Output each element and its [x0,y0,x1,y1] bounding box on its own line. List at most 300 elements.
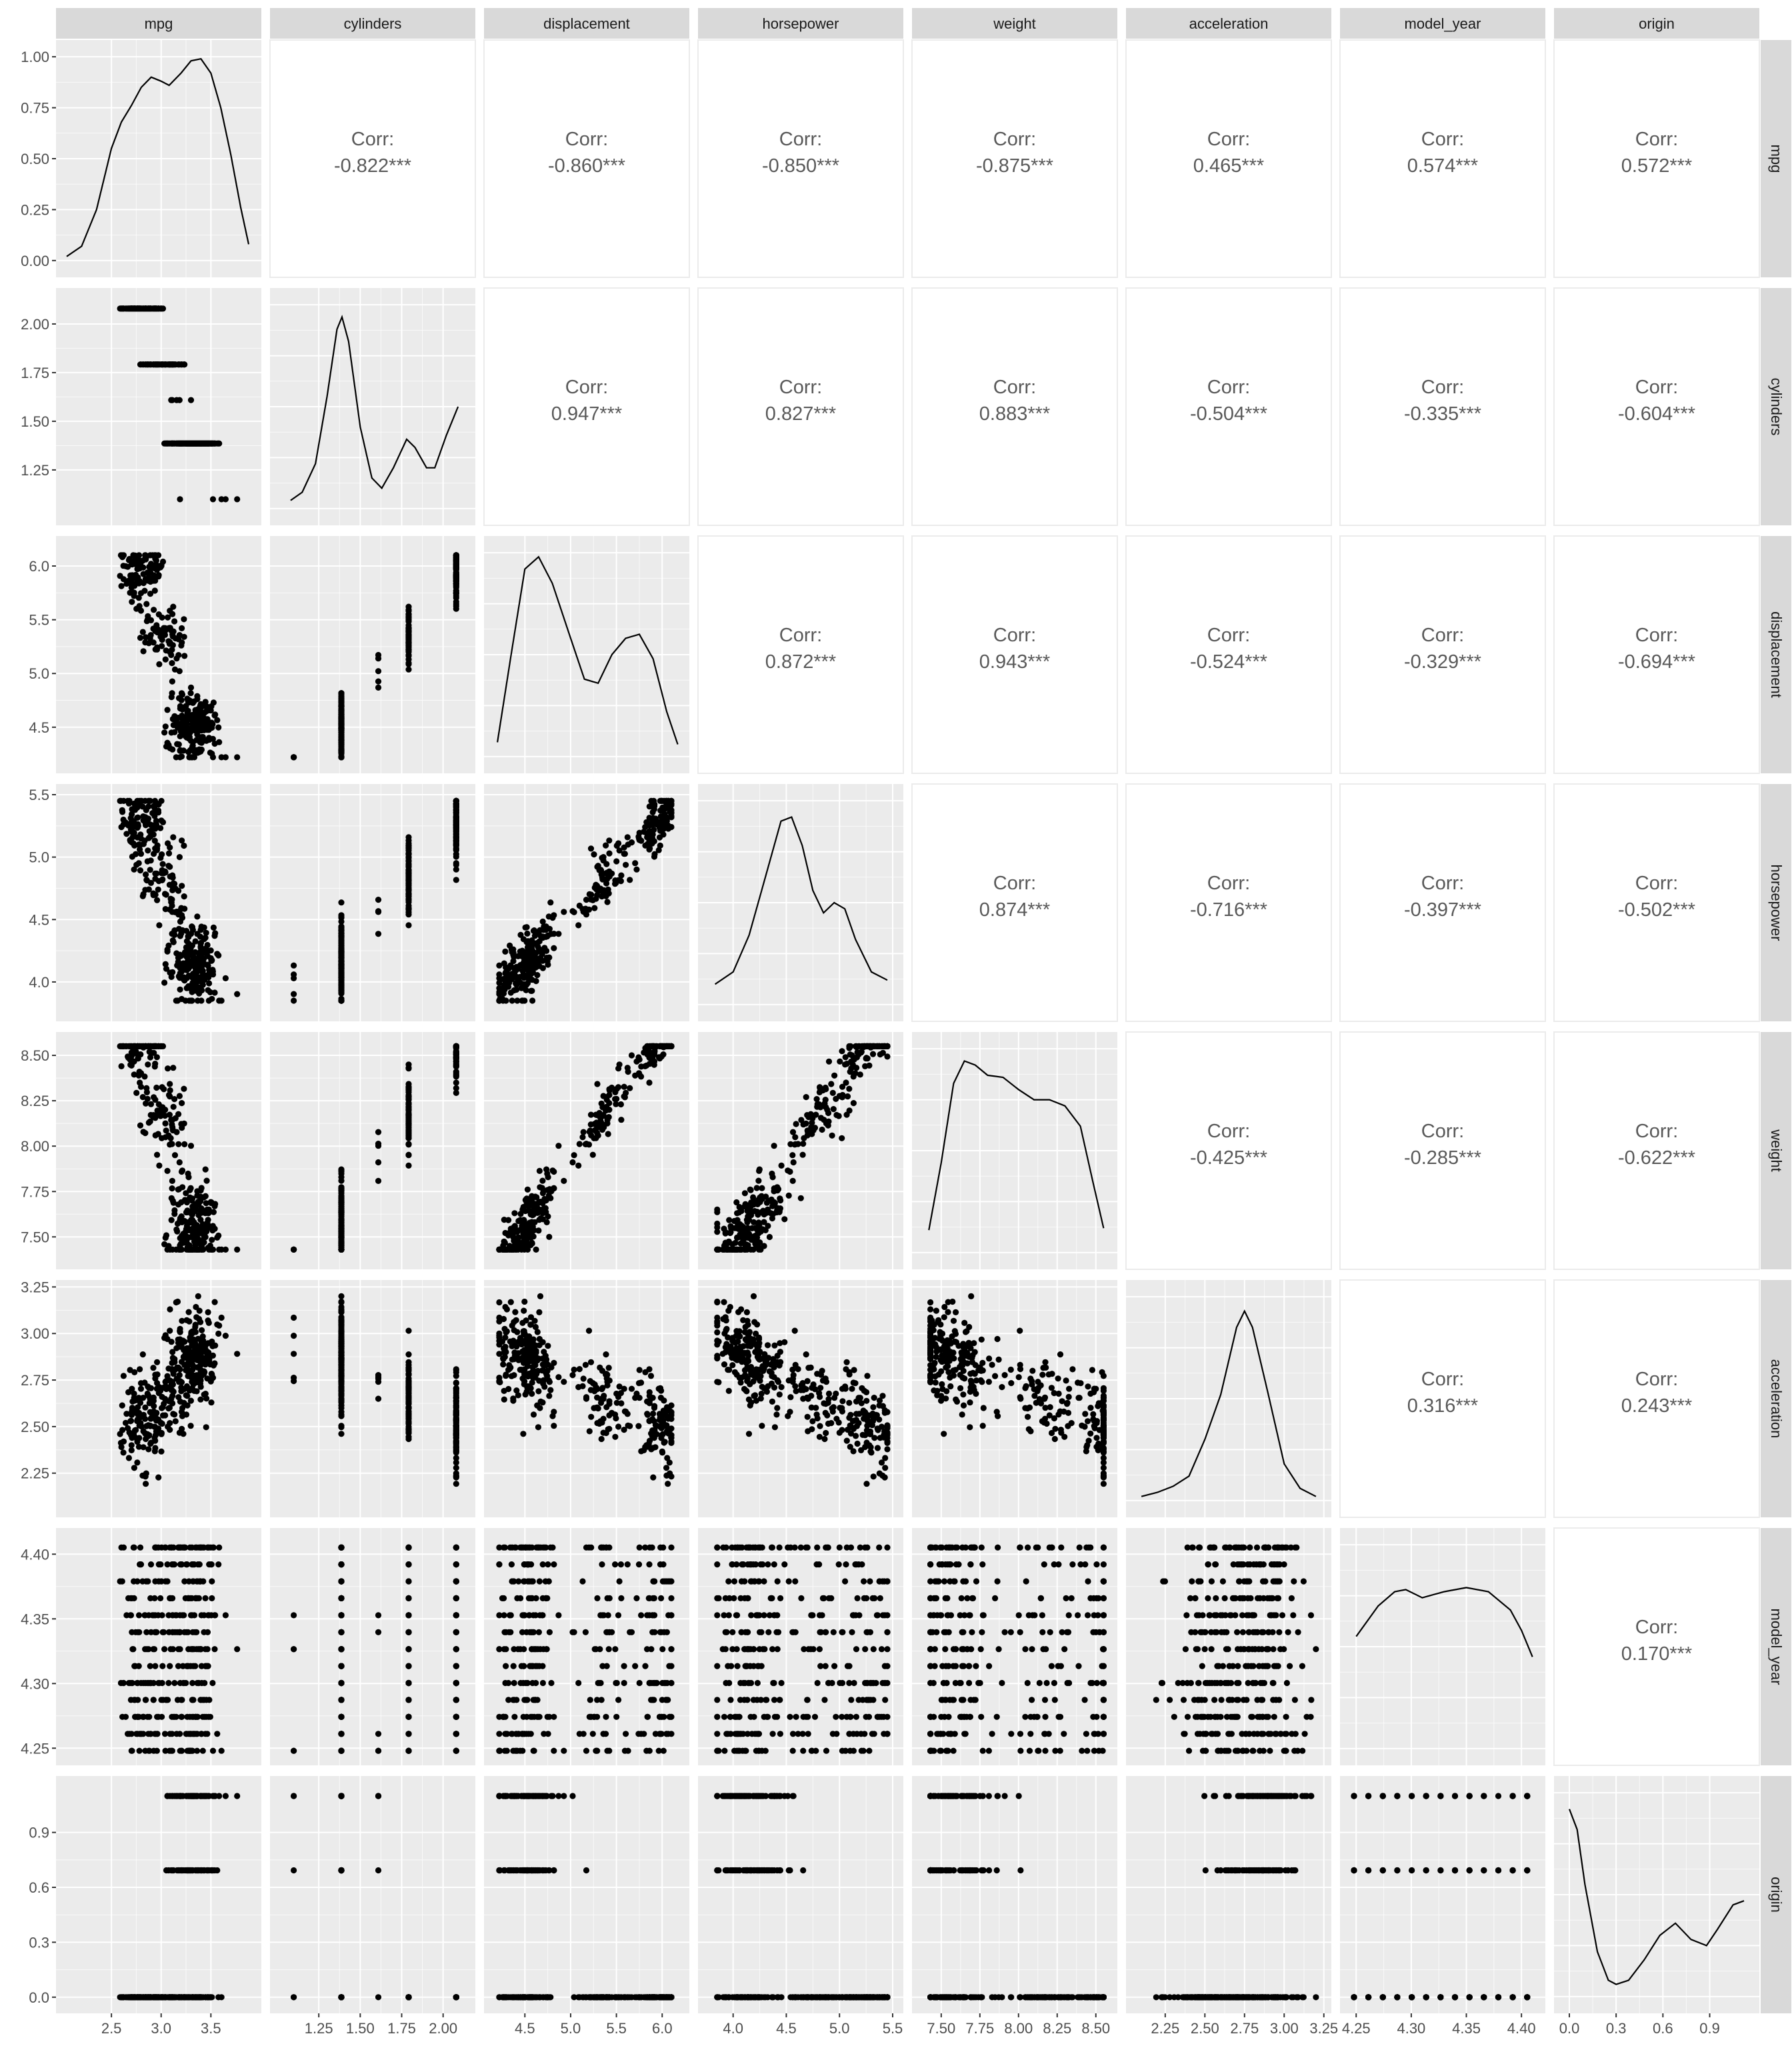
data-point [156,1163,162,1169]
data-point [216,997,222,1003]
data-point [291,1351,297,1357]
data-point [179,1167,185,1173]
data-point [145,571,151,577]
data-point [821,1101,827,1107]
panel-displacement-vs-mpg [56,536,261,773]
data-point [148,1101,154,1107]
data-point [606,851,612,857]
data-point [531,927,537,933]
data-point [453,1475,459,1481]
data-point [736,1209,742,1215]
data-point [155,1475,161,1481]
data-point [528,967,534,973]
data-point [650,809,656,815]
data-point [545,933,551,939]
corr-label: Corr: [779,377,823,398]
data-point [500,1361,506,1367]
data-point [143,601,149,607]
data-point [405,863,411,869]
corr-label: Corr: [565,377,609,398]
data-point [502,1230,508,1236]
data-point [119,824,125,830]
data-point [632,860,638,866]
data-point [147,578,153,584]
data-point [668,813,674,819]
data-point [143,557,149,563]
data-point [206,1247,212,1253]
data-point [214,1321,220,1327]
data-point [212,741,218,747]
data-point [338,1355,344,1361]
data-point [137,831,143,837]
data-point [141,1073,147,1079]
data-point [603,843,609,849]
data-point [777,1197,783,1203]
data-point [405,1065,411,1071]
data-point [165,638,171,644]
data-point [223,975,229,981]
panel-acceleration-vs-displacement [484,1280,689,1517]
data-point [185,1174,191,1180]
data-point [189,754,195,760]
data-point [166,851,172,857]
data-point [595,1133,601,1139]
data-point [142,1431,148,1437]
data-point [145,847,151,853]
data-point [165,1168,171,1174]
data-point [618,1117,624,1123]
data-point [147,591,153,597]
data-point [714,1221,720,1227]
data-point [184,985,190,991]
panel-mpg-vs-displacement [484,40,689,277]
data-point [168,1141,174,1147]
data-point [588,1121,594,1127]
data-point [169,1387,175,1393]
data-point [605,887,611,893]
data-point [167,1328,173,1334]
data-point [338,1340,344,1346]
data-point [569,1372,575,1378]
data-point [129,1407,135,1413]
data-point [649,1043,655,1049]
data-point [190,953,196,959]
data-point [212,441,218,447]
data-point [179,927,185,933]
data-point [162,1412,168,1418]
panel-displacement-vs-origin [1554,536,1759,773]
data-point [601,857,607,863]
panel-displacement-vs-weight [912,536,1117,773]
corr-label: Corr: [1207,625,1251,646]
data-point [177,733,183,739]
data-point [515,1235,521,1241]
data-point [165,615,171,621]
data-point [405,1086,411,1092]
data-point [405,616,411,622]
data-point [569,1159,575,1165]
data-point [453,1061,459,1067]
data-point [169,1217,175,1223]
corr-value: -0.694*** [1617,651,1696,673]
data-point [179,713,185,719]
data-point [147,1049,153,1055]
data-point [214,717,220,723]
corr-label: Corr: [1421,129,1465,150]
data-point [843,1079,849,1085]
data-point [200,1221,206,1227]
data-point [291,1315,297,1321]
data-point [175,1394,181,1400]
data-point [555,1143,561,1149]
data-point [792,1134,798,1140]
data-point [375,931,381,937]
data-point [197,1229,203,1235]
data-point [338,1413,344,1419]
data-point [195,1212,201,1218]
data-point [338,1174,344,1180]
data-point [175,1111,181,1117]
data-point [647,1061,653,1067]
data-point [209,751,215,757]
data-point [521,997,527,1003]
data-point [453,1043,459,1049]
data-point [561,909,567,915]
corr-label: Corr: [351,129,395,150]
data-point [197,943,203,949]
data-point [156,878,162,884]
data-point [129,1447,135,1453]
data-point [199,923,205,929]
data-point [405,1372,411,1378]
data-point [137,603,143,609]
data-point [771,1143,777,1149]
data-point [621,1093,627,1099]
data-point [847,1107,853,1113]
data-point [194,913,200,919]
data-point [833,1096,839,1102]
data-point [771,1199,777,1205]
data-point [156,1101,162,1107]
data-point [194,1222,200,1228]
data-point [826,1059,832,1065]
data-point [798,1117,804,1123]
data-point [188,685,194,691]
data-point [163,869,169,875]
data-point [528,1229,534,1235]
data-point [141,648,147,654]
data-point [161,729,167,735]
data-point [119,1063,125,1069]
data-point [453,578,459,584]
data-point [143,361,149,367]
data-point [206,980,212,986]
data-point [162,1396,168,1402]
data-point [189,1372,195,1378]
data-point [193,1314,199,1320]
data-point [823,1121,829,1127]
panel-cylinders-vs-origin [1554,288,1759,525]
data-point [338,1431,344,1437]
data-point [800,1152,806,1158]
data-point [154,1359,160,1365]
data-point [187,1187,193,1193]
data-point [134,1459,140,1465]
data-point [777,1205,783,1211]
data-point [173,1418,179,1424]
data-point [338,1371,344,1377]
corr-label: Corr: [1421,377,1465,398]
data-point [200,1333,206,1339]
data-point [234,754,240,760]
data-point [839,1135,845,1141]
data-point [536,1217,542,1223]
data-point [187,1219,193,1225]
data-point [152,1415,158,1421]
data-point [145,1043,151,1049]
data-point [165,863,171,869]
data-point [203,1234,209,1240]
data-point [134,1439,140,1445]
panel-weight-vs-displacement [484,1032,689,1269]
data-point [205,942,211,948]
data-point [545,1187,551,1193]
panel-cylinders-vs-horsepower [698,288,903,525]
data-point [541,923,547,929]
data-point [183,441,189,447]
data-point [197,737,203,743]
data-point [203,1361,209,1367]
data-point [189,1379,195,1385]
data-point [291,1378,297,1384]
panel-displacement-vs-displacement [484,536,689,773]
panel-mpg-vs-horsepower [698,40,903,277]
data-point [194,1193,200,1199]
data-point [605,1131,611,1137]
data-point [846,1086,852,1092]
corr-value: 0.947*** [551,403,623,425]
data-point [143,1085,149,1091]
data-point [793,1121,799,1127]
corr-value: 0.572*** [1621,155,1693,177]
data-point [214,951,220,957]
corr-value: 0.872*** [765,651,837,673]
data-point [583,911,589,917]
data-point [177,965,183,971]
data-point [509,947,515,953]
data-point [197,1397,203,1403]
data-point [162,891,168,897]
data-point [168,361,174,367]
corr-value: -0.822*** [333,155,412,177]
data-point [663,798,669,804]
data-point [291,754,297,760]
data-point [749,1237,755,1243]
data-point [147,1054,153,1060]
data-point [587,1428,593,1434]
data-point [172,667,178,673]
data-point [179,707,185,713]
data-point [453,1407,459,1413]
data-point [186,1309,192,1315]
data-point [529,977,535,983]
panel-displacement-vs-cylinders [270,536,475,773]
data-point [734,1247,740,1253]
data-point [590,897,596,903]
data-point [870,1051,876,1057]
data-point [884,1053,890,1059]
data-point [167,1427,173,1433]
data-point [191,726,197,732]
data-point [405,869,411,875]
data-point [577,1141,583,1147]
panel-cylinders-vs-model_year [1340,288,1545,525]
data-point [588,1132,594,1138]
data-point [205,1223,211,1229]
data-point [635,833,641,839]
data-point [155,361,161,367]
data-point [571,909,577,915]
data-point [375,1178,381,1184]
data-point [737,1204,743,1210]
data-point [338,1293,344,1299]
data-point [770,1174,776,1180]
data-point [132,822,138,828]
data-point [884,1043,890,1049]
data-point [816,1101,822,1107]
data-point [529,1193,535,1199]
data-point [604,869,610,875]
data-point [453,877,459,883]
data-point [453,798,459,804]
data-point [169,974,175,980]
data-point [551,931,557,937]
data-point [405,1379,411,1385]
data-point [169,694,175,700]
data-point [146,887,152,893]
data-point [555,1374,561,1380]
data-point [163,1235,169,1241]
data-point [165,1065,171,1071]
data-point [453,1395,459,1401]
data-point [726,1217,732,1223]
data-point [140,893,146,899]
data-point [405,922,411,928]
data-point [614,1086,620,1092]
data-point [155,1107,161,1113]
panel-cylinders-vs-displacement [484,288,689,525]
data-point [129,585,135,591]
data-point [163,647,169,653]
data-point [735,1222,741,1228]
data-point [215,725,221,731]
corr-value: 0.827*** [765,403,837,425]
data-point [161,1086,167,1092]
data-point [517,1211,523,1217]
data-point [169,747,175,753]
data-point [663,1465,669,1471]
data-point [545,958,551,964]
data-point [338,1187,344,1193]
data-point [179,1100,185,1106]
data-point [181,1086,187,1092]
corr-value: 0.874*** [979,899,1051,921]
data-point [646,1055,652,1061]
corr-label: Corr: [779,129,823,150]
panel-horsepower-vs-origin [1554,784,1759,1021]
data-point [167,1081,173,1087]
data-point [163,657,169,663]
data-point [757,1247,763,1253]
data-point [212,1226,218,1232]
data-point [151,1435,157,1441]
data-point [405,1400,411,1406]
panel-cylinders-vs-acceleration [1126,288,1331,525]
data-point [375,909,381,915]
data-point [128,305,134,311]
data-point [177,1326,183,1332]
data-point [338,1299,344,1305]
data-point [126,1455,132,1461]
data-point [601,1113,607,1119]
data-point [181,634,187,640]
data-point [504,1247,510,1253]
data-point [129,1386,135,1392]
corr-value: -0.860*** [547,155,626,177]
data-point [212,930,218,936]
corr-label: Corr: [1635,377,1679,398]
data-point [604,1121,610,1127]
data-point [223,1333,229,1339]
data-point [179,697,185,703]
data-point [661,826,667,832]
data-point [203,935,209,941]
panel-mpg-vs-origin [1554,40,1759,277]
data-point [205,1217,211,1223]
data-point [515,966,521,972]
data-point [528,988,534,994]
data-point [206,735,212,741]
data-point [521,957,527,963]
data-point [405,1101,411,1107]
data-point [791,1159,797,1165]
data-point [405,667,411,673]
data-point [741,1247,747,1253]
data-point [219,1315,225,1321]
data-point [785,1167,791,1173]
data-point [525,1187,531,1193]
data-point [714,1247,720,1253]
data-point [171,1359,177,1365]
data-point [338,1349,344,1355]
data-point [644,1043,650,1049]
data-point [851,1100,857,1106]
data-point [190,1341,196,1347]
data-point [130,552,136,558]
data-point [167,1306,173,1312]
data-point [551,1423,557,1429]
data-point [599,1101,605,1107]
data-point [338,1167,344,1173]
data-point [453,1435,459,1441]
data-point [123,831,129,837]
data-point [291,997,297,1003]
data-point [181,976,187,982]
data-point [136,595,142,601]
data-point [453,1366,459,1372]
data-point [169,441,175,447]
data-point [586,1328,592,1334]
